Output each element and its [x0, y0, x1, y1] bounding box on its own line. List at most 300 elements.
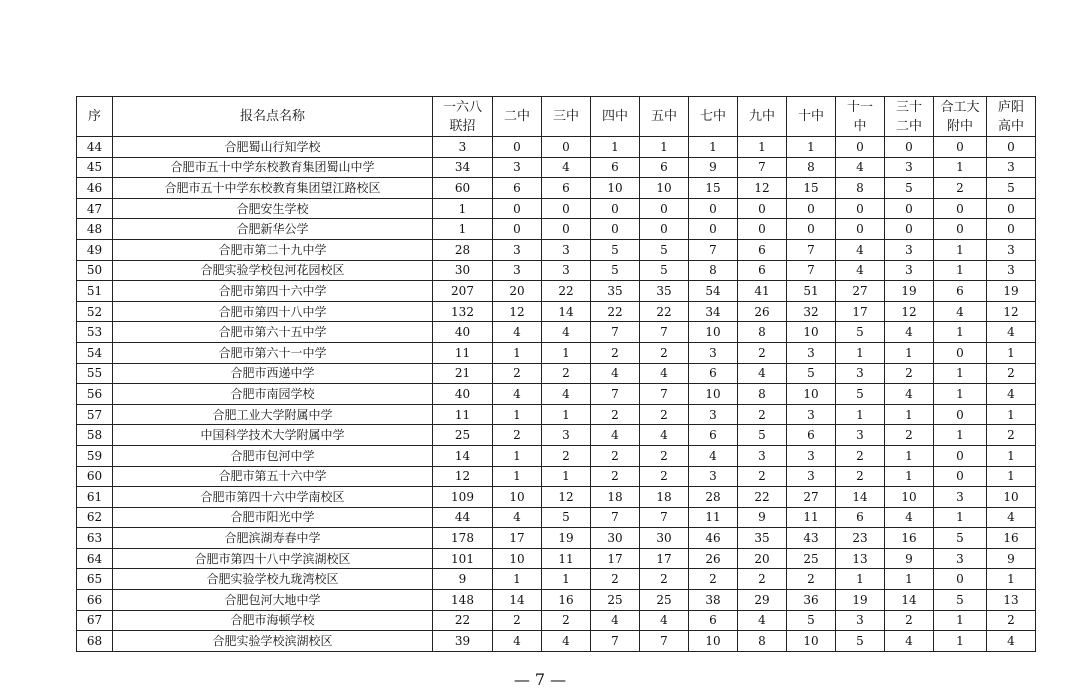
- quota-cell: 1: [934, 610, 987, 631]
- column-header-text: 一六八: [442, 99, 482, 115]
- quota-cell: 5: [591, 239, 640, 260]
- school-name-cell: 合肥实验学校九珑湾校区: [113, 569, 433, 590]
- quota-cell: 4: [542, 384, 591, 405]
- column-header: [836, 97, 885, 137]
- quota-cell: 5: [542, 507, 591, 528]
- quota-cell: 13: [836, 548, 885, 569]
- row-index-cell: 47: [77, 198, 113, 219]
- quota-cell: 20: [493, 281, 542, 302]
- quota-cell: 1: [934, 322, 987, 343]
- quota-cell: 7: [787, 239, 836, 260]
- school-name-cell: 合肥新华公学: [113, 219, 433, 240]
- quota-cell: 3: [987, 239, 1036, 260]
- table-row: [77, 631, 1036, 652]
- quota-cell: 0: [934, 569, 987, 590]
- quota-cell: 2: [542, 445, 591, 466]
- quota-cell: 2: [542, 610, 591, 631]
- quota-cell: 2: [738, 569, 787, 590]
- quota-cell: 17: [591, 548, 640, 569]
- quota-cell: 26: [689, 548, 738, 569]
- quota-cell: 1: [934, 363, 987, 384]
- quota-cell: 3: [787, 466, 836, 487]
- column-header-text: 二中: [503, 109, 530, 124]
- column-header-text: 二中: [895, 118, 922, 134]
- quota-cell: 22: [738, 487, 787, 508]
- table-row: [77, 178, 1036, 199]
- quota-cell: 9: [433, 569, 493, 590]
- quota-cell: 40: [433, 384, 493, 405]
- quota-cell: 3: [433, 137, 493, 158]
- quota-cell: 132: [433, 301, 493, 322]
- table-row: [77, 342, 1036, 363]
- quota-allocation-table: [76, 96, 1036, 652]
- quota-cell: 148: [433, 590, 493, 611]
- school-name-cell: 合肥实验学校滨湖校区: [113, 631, 433, 652]
- quota-cell: 14: [885, 590, 934, 611]
- row-index-cell: 62: [77, 507, 113, 528]
- quota-cell: 3: [787, 445, 836, 466]
- quota-cell: 5: [640, 239, 689, 260]
- table-row: [77, 281, 1036, 302]
- row-index-cell: 59: [77, 445, 113, 466]
- quota-cell: 2: [836, 445, 885, 466]
- quota-cell: 7: [640, 507, 689, 528]
- quota-cell: 14: [836, 487, 885, 508]
- column-header-text: 十中: [797, 109, 824, 124]
- quota-cell: 7: [640, 631, 689, 652]
- quota-cell: 0: [640, 219, 689, 240]
- quota-cell: 1: [591, 137, 640, 158]
- school-name-cell: 合肥市第六十五中学: [113, 322, 433, 343]
- school-name-cell: 合肥市第四十八中学滨湖校区: [113, 548, 433, 569]
- quota-cell: 5: [934, 528, 987, 549]
- row-index-cell: 56: [77, 384, 113, 405]
- quota-cell: 3: [885, 157, 934, 178]
- quota-cell: 0: [542, 137, 591, 158]
- quota-cell: 0: [934, 342, 987, 363]
- quota-cell: 3: [885, 260, 934, 281]
- quota-cell: 0: [689, 219, 738, 240]
- school-name-cell: 合肥滨湖寿春中学: [113, 528, 433, 549]
- quota-cell: 0: [987, 219, 1036, 240]
- quota-cell: 1: [987, 466, 1036, 487]
- quota-cell: 3: [987, 260, 1036, 281]
- quota-cell: 1: [433, 198, 493, 219]
- quota-cell: 60: [433, 178, 493, 199]
- quota-cell: 25: [433, 425, 493, 446]
- quota-cell: 5: [836, 322, 885, 343]
- quota-cell: 5: [738, 425, 787, 446]
- school-name-cell: 合肥工业大学附属中学: [113, 404, 433, 425]
- table-row: [77, 322, 1036, 343]
- table-header-row: [77, 97, 1036, 137]
- table-row: [77, 384, 1036, 405]
- quota-cell: 4: [689, 445, 738, 466]
- column-header-text: 三十: [895, 99, 922, 115]
- table-row: [77, 404, 1036, 425]
- quota-cell: 1: [987, 342, 1036, 363]
- quota-cell: 10: [493, 548, 542, 569]
- row-index-cell: 57: [77, 404, 113, 425]
- quota-cell: 44: [433, 507, 493, 528]
- quota-cell: 6: [591, 157, 640, 178]
- quota-cell: 6: [640, 157, 689, 178]
- quota-cell: 8: [836, 178, 885, 199]
- quota-cell: 0: [934, 466, 987, 487]
- quota-cell: 10: [987, 487, 1036, 508]
- quota-cell: 0: [934, 137, 987, 158]
- school-name-cell: 合肥市五十中学东校教育集团望江路校区: [113, 178, 433, 199]
- quota-cell: 19: [542, 528, 591, 549]
- row-index-cell: 65: [77, 569, 113, 590]
- quota-cell: 2: [640, 342, 689, 363]
- school-name-cell: 合肥市第五十六中学: [113, 466, 433, 487]
- quota-cell: 6: [493, 178, 542, 199]
- quota-cell: 1: [987, 445, 1036, 466]
- quota-cell: 4: [987, 384, 1036, 405]
- row-index-cell: 64: [77, 548, 113, 569]
- school-name-cell: 合肥市第四十八中学: [113, 301, 433, 322]
- quota-cell: 28: [433, 239, 493, 260]
- quota-cell: 5: [836, 631, 885, 652]
- quota-cell: 5: [787, 363, 836, 384]
- quota-cell: 4: [836, 260, 885, 281]
- quota-cell: 4: [493, 322, 542, 343]
- quota-cell: 6: [689, 363, 738, 384]
- quota-cell: 30: [433, 260, 493, 281]
- table-row: [77, 157, 1036, 178]
- row-index-cell: 46: [77, 178, 113, 199]
- table-row: [77, 507, 1036, 528]
- quota-cell: 2: [493, 425, 542, 446]
- quota-cell: 1: [934, 384, 987, 405]
- quota-cell: 2: [885, 425, 934, 446]
- quota-cell: 2: [987, 425, 1036, 446]
- quota-cell: 5: [885, 178, 934, 199]
- column-header-text: 四中: [601, 109, 628, 124]
- quota-cell: 10: [787, 631, 836, 652]
- quota-cell: 19: [885, 281, 934, 302]
- quota-cell: 2: [738, 466, 787, 487]
- quota-cell: 16: [542, 590, 591, 611]
- quota-cell: 2: [640, 569, 689, 590]
- quota-cell: 4: [591, 610, 640, 631]
- column-header: [113, 97, 433, 137]
- quota-cell: 19: [987, 281, 1036, 302]
- quota-cell: 30: [640, 528, 689, 549]
- column-header-text: 高中: [997, 118, 1024, 134]
- quota-cell: 4: [885, 384, 934, 405]
- quota-cell: 0: [493, 219, 542, 240]
- row-index-cell: 52: [77, 301, 113, 322]
- quota-cell: 10: [689, 631, 738, 652]
- quota-cell: 2: [591, 342, 640, 363]
- quota-cell: 25: [787, 548, 836, 569]
- quota-cell: 11: [542, 548, 591, 569]
- quota-cell: 1: [493, 342, 542, 363]
- quota-cell: 6: [787, 425, 836, 446]
- quota-cell: 101: [433, 548, 493, 569]
- quota-cell: 0: [934, 219, 987, 240]
- quota-cell: 8: [787, 157, 836, 178]
- quota-cell: 3: [885, 239, 934, 260]
- quota-cell: 13: [987, 590, 1036, 611]
- quota-cell: 2: [493, 610, 542, 631]
- quota-cell: 0: [787, 198, 836, 219]
- quota-cell: 3: [542, 260, 591, 281]
- quota-cell: 5: [640, 260, 689, 281]
- row-index-cell: 54: [77, 342, 113, 363]
- quota-cell: 43: [787, 528, 836, 549]
- table-body: [77, 137, 1036, 652]
- quota-cell: 7: [591, 631, 640, 652]
- table-row: [77, 445, 1036, 466]
- quota-cell: 1: [885, 569, 934, 590]
- quota-cell: 1: [934, 239, 987, 260]
- quota-cell: 2: [885, 363, 934, 384]
- quota-cell: 0: [787, 219, 836, 240]
- table-row: [77, 219, 1036, 240]
- quota-cell: 22: [591, 301, 640, 322]
- row-index-cell: 63: [77, 528, 113, 549]
- row-index-cell: 53: [77, 322, 113, 343]
- quota-cell: 4: [542, 631, 591, 652]
- quota-cell: 3: [934, 548, 987, 569]
- school-name-cell: 合肥市第四十六中学南校区: [113, 487, 433, 508]
- quota-cell: 54: [689, 281, 738, 302]
- column-header-text: 庐阳: [997, 99, 1024, 115]
- quota-cell: 3: [493, 239, 542, 260]
- quota-cell: 2: [885, 610, 934, 631]
- quota-cell: 1: [689, 137, 738, 158]
- quota-cell: 17: [640, 548, 689, 569]
- row-index-cell: 44: [77, 137, 113, 158]
- quota-cell: 23: [836, 528, 885, 549]
- quota-cell: 3: [934, 487, 987, 508]
- quota-cell: 1: [493, 445, 542, 466]
- quota-cell: 3: [987, 157, 1036, 178]
- quota-cell: 8: [738, 322, 787, 343]
- column-header-text: 十一: [846, 99, 873, 115]
- quota-cell: 7: [591, 384, 640, 405]
- row-index-cell: 48: [77, 219, 113, 240]
- quota-cell: 1: [542, 404, 591, 425]
- school-name-cell: 中国科学技术大学附属中学: [113, 425, 433, 446]
- quota-cell: 3: [738, 445, 787, 466]
- quota-cell: 1: [987, 569, 1036, 590]
- quota-cell: 4: [640, 610, 689, 631]
- column-header: [987, 97, 1036, 137]
- quota-cell: 14: [493, 590, 542, 611]
- quota-cell: 20: [738, 548, 787, 569]
- row-index-cell: 50: [77, 260, 113, 281]
- quota-cell: 12: [542, 487, 591, 508]
- quota-cell: 41: [738, 281, 787, 302]
- quota-cell: 1: [987, 404, 1036, 425]
- table-row: [77, 528, 1036, 549]
- column-header-text: 七中: [699, 109, 726, 124]
- column-header: [433, 97, 493, 137]
- quota-cell: 34: [689, 301, 738, 322]
- quota-cell: 4: [738, 610, 787, 631]
- column-header: [591, 97, 640, 137]
- quota-cell: 11: [433, 404, 493, 425]
- quota-cell: 7: [591, 507, 640, 528]
- quota-cell: 36: [787, 590, 836, 611]
- quota-cell: 25: [640, 590, 689, 611]
- column-header: [934, 97, 987, 137]
- quota-cell: 3: [493, 157, 542, 178]
- quota-cell: 1: [433, 219, 493, 240]
- quota-cell: 2: [987, 610, 1036, 631]
- quota-cell: 16: [987, 528, 1036, 549]
- quota-cell: 12: [493, 301, 542, 322]
- quota-cell: 1: [493, 404, 542, 425]
- column-header: [542, 97, 591, 137]
- school-name-cell: 合肥实验学校包河花园校区: [113, 260, 433, 281]
- school-name-cell: 合肥市五十中学东校教育集团蜀山中学: [113, 157, 433, 178]
- quota-cell: 11: [433, 342, 493, 363]
- quota-cell: 0: [836, 219, 885, 240]
- column-header-text: 联招: [449, 118, 476, 134]
- quota-cell: 3: [836, 425, 885, 446]
- quota-cell: 1: [836, 404, 885, 425]
- quota-cell: 4: [493, 507, 542, 528]
- quota-cell: 7: [640, 322, 689, 343]
- quota-cell: 1: [542, 342, 591, 363]
- quota-cell: 3: [787, 342, 836, 363]
- table-header: [77, 97, 1036, 137]
- quota-cell: 4: [987, 507, 1036, 528]
- quota-cell: 1: [787, 137, 836, 158]
- quota-cell: 6: [738, 260, 787, 281]
- quota-cell: 0: [738, 219, 787, 240]
- column-header: [640, 97, 689, 137]
- quota-cell: 10: [885, 487, 934, 508]
- quota-cell: 35: [640, 281, 689, 302]
- quota-cell: 8: [738, 631, 787, 652]
- quota-cell: 2: [493, 363, 542, 384]
- quota-cell: 178: [433, 528, 493, 549]
- quota-cell: 2: [787, 569, 836, 590]
- quota-cell: 10: [689, 322, 738, 343]
- column-header: [738, 97, 787, 137]
- quota-cell: 14: [433, 445, 493, 466]
- quota-cell: 2: [640, 445, 689, 466]
- quota-cell: 3: [787, 404, 836, 425]
- quota-cell: 109: [433, 487, 493, 508]
- quota-cell: 4: [542, 157, 591, 178]
- column-header-text: 五中: [650, 109, 677, 124]
- quota-cell: 12: [738, 178, 787, 199]
- quota-cell: 35: [591, 281, 640, 302]
- quota-cell: 4: [836, 157, 885, 178]
- school-name-cell: 合肥安生学校: [113, 198, 433, 219]
- quota-cell: 1: [836, 342, 885, 363]
- quota-cell: 4: [493, 631, 542, 652]
- quota-cell: 6: [542, 178, 591, 199]
- quota-cell: 1: [885, 445, 934, 466]
- row-index-cell: 49: [77, 239, 113, 260]
- quota-cell: 0: [836, 137, 885, 158]
- quota-cell: 39: [433, 631, 493, 652]
- quota-cell: 18: [591, 487, 640, 508]
- quota-cell: 4: [885, 322, 934, 343]
- quota-cell: 6: [934, 281, 987, 302]
- quota-cell: 3: [689, 404, 738, 425]
- school-name-cell: 合肥蜀山行知学校: [113, 137, 433, 158]
- quota-cell: 4: [591, 425, 640, 446]
- page-number: — 7 —: [513, 670, 567, 689]
- quota-cell: 9: [885, 548, 934, 569]
- row-index-cell: 61: [77, 487, 113, 508]
- quota-cell: 4: [934, 301, 987, 322]
- column-header-text: 三中: [552, 109, 579, 124]
- row-index-cell: 58: [77, 425, 113, 446]
- quota-cell: 1: [493, 569, 542, 590]
- table-row: [77, 425, 1036, 446]
- table-row: [77, 239, 1036, 260]
- quota-cell: 0: [934, 445, 987, 466]
- quota-cell: 0: [493, 198, 542, 219]
- quota-cell: 11: [689, 507, 738, 528]
- quota-cell: 12: [433, 466, 493, 487]
- quota-cell: 2: [738, 404, 787, 425]
- quota-cell: 17: [836, 301, 885, 322]
- quota-cell: 6: [738, 239, 787, 260]
- table-row: [77, 487, 1036, 508]
- quota-cell: 6: [689, 610, 738, 631]
- quota-cell: 2: [987, 363, 1036, 384]
- table-row: [77, 198, 1036, 219]
- school-name-cell: 合肥市阳光中学: [113, 507, 433, 528]
- row-index-cell: 66: [77, 590, 113, 611]
- quota-cell: 34: [433, 157, 493, 178]
- quota-cell: 4: [738, 363, 787, 384]
- quota-cell: 16: [885, 528, 934, 549]
- quota-cell: 27: [836, 281, 885, 302]
- quota-cell: 3: [836, 363, 885, 384]
- school-name-cell: 合肥包河大地中学: [113, 590, 433, 611]
- school-name-cell: 合肥市第六十一中学: [113, 342, 433, 363]
- quota-cell: 1: [640, 137, 689, 158]
- quota-cell: 12: [987, 301, 1036, 322]
- quota-cell: 32: [787, 301, 836, 322]
- quota-cell: 0: [885, 137, 934, 158]
- quota-cell: 14: [542, 301, 591, 322]
- school-name-cell: 合肥市海顿学校: [113, 610, 433, 631]
- quota-cell: 0: [738, 198, 787, 219]
- quota-cell: 1: [934, 507, 987, 528]
- quota-cell: 0: [591, 198, 640, 219]
- quota-cell: 9: [987, 548, 1036, 569]
- quota-cell: 21: [433, 363, 493, 384]
- row-index-cell: 67: [77, 610, 113, 631]
- row-index-cell: 51: [77, 281, 113, 302]
- quota-cell: 2: [836, 466, 885, 487]
- quota-cell: 2: [934, 178, 987, 199]
- quota-cell: 10: [787, 322, 836, 343]
- school-name-cell: 合肥市第二十九中学: [113, 239, 433, 260]
- quota-cell: 11: [787, 507, 836, 528]
- quota-cell: 15: [787, 178, 836, 199]
- quota-cell: 3: [689, 466, 738, 487]
- quota-cell: 27: [787, 487, 836, 508]
- column-header: [689, 97, 738, 137]
- school-name-cell: 合肥市第四十六中学: [113, 281, 433, 302]
- row-index-cell: 55: [77, 363, 113, 384]
- quota-cell: 38: [689, 590, 738, 611]
